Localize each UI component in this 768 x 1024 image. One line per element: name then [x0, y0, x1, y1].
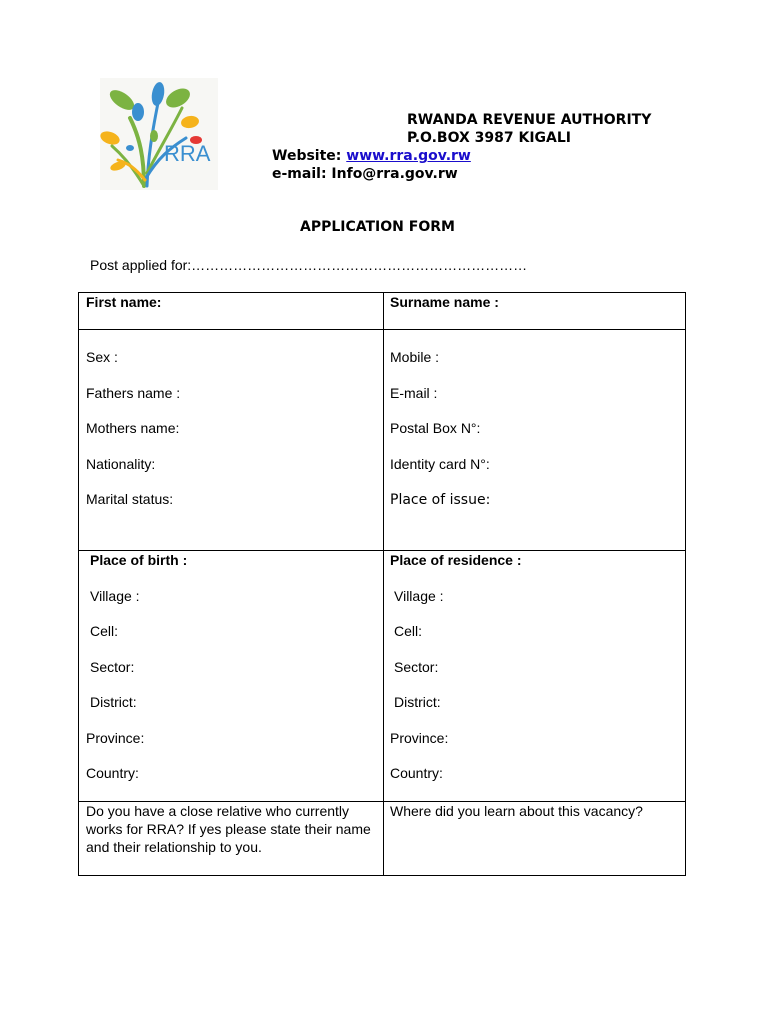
logo-text: RRA [164, 141, 211, 166]
residence-village-label: Village : [394, 588, 444, 604]
post-applied-dots[interactable]: ……………………………………………………………… [191, 257, 528, 273]
relative-question: Do you have a close relative who currently works for RRA? If yes please state their name and their relationship to you. [86, 803, 371, 855]
first-name-cell[interactable] [79, 293, 384, 330]
rra-logo [100, 78, 218, 190]
residence-sector-label: Sector: [394, 659, 439, 675]
place-of-issue-label: Place of issue: [390, 492, 491, 508]
place-of-birth-cell[interactable] [79, 551, 384, 802]
rra-logo-icon [100, 78, 218, 190]
identity-card-label: Identity card N°: [390, 456, 490, 472]
vacancy-question: Where did you learn about this vacancy? [390, 803, 643, 819]
first-name-label: First name: [86, 294, 162, 310]
post-applied-line[interactable] [90, 257, 527, 273]
residence-country-label: Country: [390, 765, 443, 781]
marital-status-label: Marital status: [86, 491, 174, 507]
org-name: RWANDA REVENUE AUTHORITY [407, 112, 652, 128]
vacancy-question-cell[interactable] [384, 802, 686, 876]
residence-district-label: District: [394, 694, 441, 710]
birth-cell-label: Cell: [90, 623, 119, 639]
place-of-residence-cell[interactable] [384, 551, 686, 802]
birth-district-label: District: [90, 694, 137, 710]
nationality-label: Nationality: [86, 456, 156, 472]
personal-right-cell[interactable] [384, 330, 686, 551]
surname-cell[interactable] [384, 293, 686, 330]
sex-label: Sex : [86, 349, 118, 365]
residence-province-label: Province: [390, 730, 449, 746]
postal-box-label: Postal Box N°: [390, 420, 481, 436]
form-title: APPLICATION FORM [300, 219, 455, 235]
application-table [78, 292, 686, 876]
website-link[interactable]: www.rra.gov.rw [346, 148, 471, 164]
fathers-name-label: Fathers name : [86, 385, 181, 401]
post-applied-label: Post applied for: [90, 257, 192, 273]
surname-label: Surname name : [390, 294, 499, 310]
birth-country-label: Country: [86, 765, 139, 781]
mothers-name-label: Mothers name: [86, 420, 180, 436]
birth-village-label: Village : [90, 588, 140, 604]
mobile-label: Mobile : [390, 349, 440, 365]
website-line [272, 147, 471, 165]
birth-sector-label: Sector: [90, 659, 135, 675]
personal-left-cell[interactable] [79, 330, 384, 551]
email-field-label: E-mail : [390, 385, 438, 401]
email-line [272, 165, 458, 183]
org-address: P.O.BOX 3987 KIGALI [407, 130, 572, 146]
place-of-residence-title: Place of residence : [390, 552, 522, 568]
website-label: Website: [272, 148, 342, 164]
relative-question-cell[interactable] [79, 802, 384, 876]
residence-cell-label: Cell: [394, 623, 423, 639]
email-value: Info@rra.gov.rw [331, 166, 458, 182]
email-label: e-mail: [272, 166, 327, 182]
place-of-birth-title: Place of birth : [90, 552, 188, 568]
birth-province-label: Province: [86, 730, 145, 746]
